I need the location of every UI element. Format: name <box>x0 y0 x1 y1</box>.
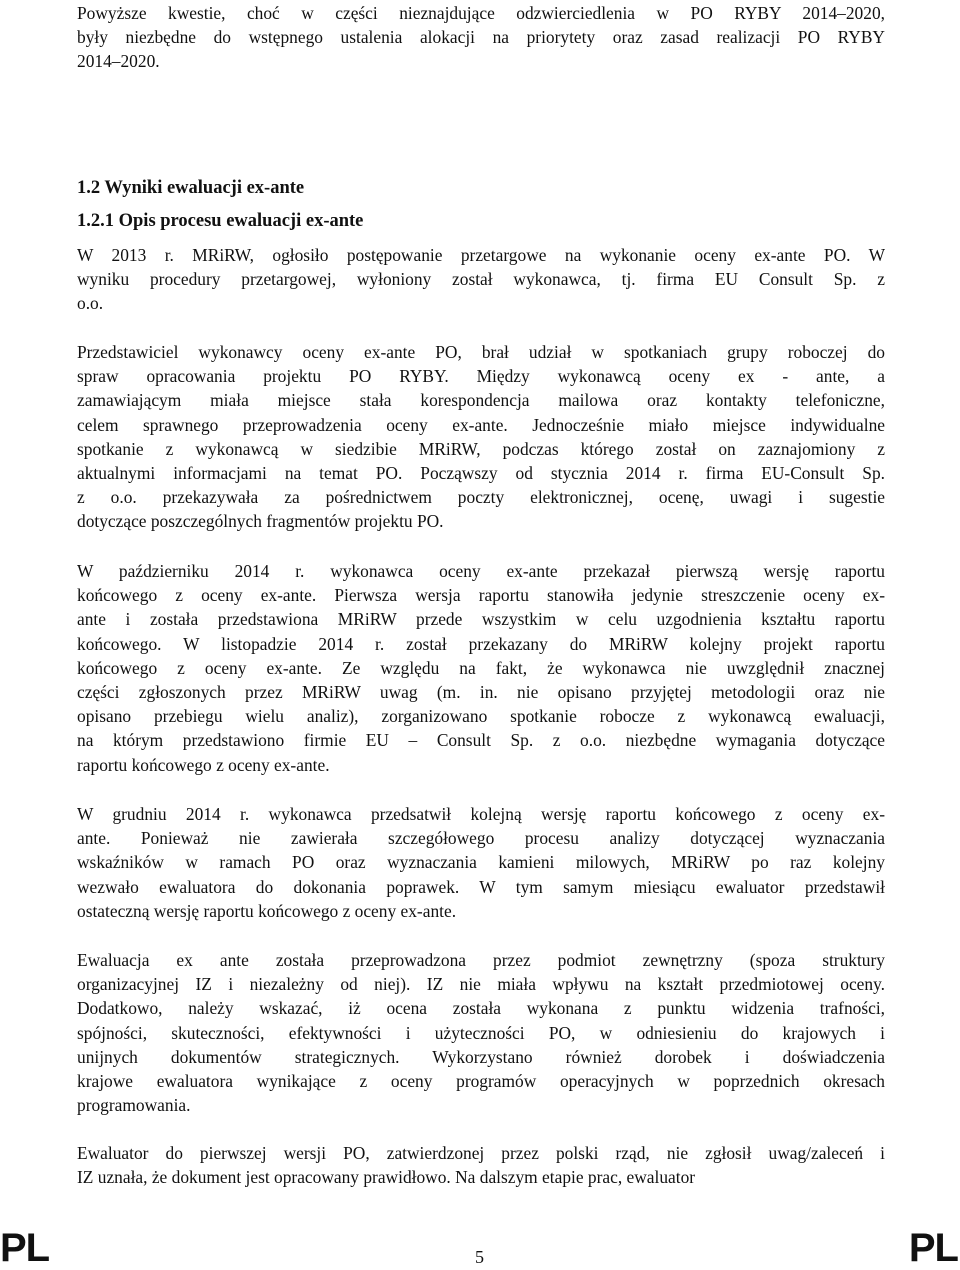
footer-pl-right: PL <box>908 1226 958 1270</box>
text-line: programowania. <box>77 1095 191 1116</box>
text-line: raportu końcowego z oceny ex-ante. <box>77 754 330 775</box>
text-line: były niezbędne do wstępnego ustalenia alokacji na priorytety oraz zasad realizacji PO RYBY <box>77 27 885 48</box>
section-heading: 1.2 Wyniki ewaluacji ex-ante <box>77 178 305 198</box>
text-line: opisano przebiegu wielu analiz), zorganizowano spotkanie robocze z wykonawcą ewaluacji, <box>77 706 885 727</box>
paragraph-tender <box>77 243 885 316</box>
text-line: części zgłoszonych przez MRiRW uwag (m. in. nie opisano przyjętej metodologii oraz nie <box>77 682 885 703</box>
text-line: ante i została przedstawiona MRiRW przede wszystkim w celu uzgodnienia kształtu raportu <box>77 609 885 630</box>
paragraph-october <box>77 559 885 777</box>
text-line: W październiku 2014 r. wykonawca oceny ex-ante przekazał pierwszą wersję raportu <box>77 561 885 581</box>
text-line: W grudniu 2014 r. wykonawca przedsatwił kolejną wersję raportu końcowego z oceny ex- <box>77 804 885 824</box>
subsection-heading: 1.2.1 Opis procesu ewaluacji ex-ante <box>77 211 364 231</box>
text-line: zamawiającym miała miejsce stała korespondencja mailowa oraz kontakty telefoniczne, <box>77 390 885 411</box>
text-line: spotkanie z wykonawcą w siedzibie MRiRW, podczas którego został on zaznajomiony z <box>77 438 885 459</box>
text-line: 2014–2020. <box>77 51 160 72</box>
text-line: na którym przedstawiono firmie EU – Consult Sp. z o.o. niezbędne wymagania dotyczące <box>77 730 885 751</box>
text-line: z o.o. przekazywała za pośrednictwem poczty elektronicznej, ocenę, uwagi i sugestie <box>77 487 885 508</box>
text-line: wezwało ewaluatora do dokonania poprawek. W tym samym miesiącu ewaluator przedstawił <box>77 876 885 897</box>
paragraph-contractor <box>77 340 885 534</box>
paragraph-first-version <box>77 1141 885 1189</box>
text-line: Dodatkowo, należy wskazać, iż ocena została wykonana z punktu widzenia trafności, <box>77 998 885 1019</box>
text-line: wyniku procedury przetargowej, wyłoniony został wykonawca, tj. firma EU Consult Sp. z <box>77 269 885 290</box>
paragraph-december <box>77 802 885 923</box>
text-line: ante. Ponieważ nie zawierała szczegółowego procesu analizy dotyczącej wyznaczania <box>77 828 885 849</box>
text-line: końcowego z oceny ex-ante. Ze względu na fakt, że wykonawca nie uwzględnił znacznej <box>77 657 885 678</box>
text-line: wskaźników w ramach PO oraz wyznaczania kamieni milowych, MRiRW po raz kolejny <box>77 852 885 873</box>
text-line: ostateczną wersję raportu końcowego z oceny ex-ante. <box>77 900 457 921</box>
text-line: aktualnymi informacjami na temat PO. Począwszy od stycznia 2014 r. firma EU-Consult Sp. <box>77 463 885 484</box>
text-line: o.o. <box>77 293 104 314</box>
text-line: celem sprawnego przeprowadzenia oceny ex-ante. Jednocześnie miało miejsce indywidualne <box>77 414 885 435</box>
text-line: spójności, skuteczności, efektywności i użyteczności PO, w odniesieniu do krajowych i <box>77 1022 885 1043</box>
text-line: IZ uznała, że dokument jest opracowany prawidłowo. Na dalszym etapie prac, ewaluator <box>77 1167 696 1188</box>
text-line: Ewaluator do pierwszej wersji PO, zatwierdzonej przez polski rząd, nie zgłosił uwag/zaleceń i <box>77 1143 885 1163</box>
footer-pl-left: PL <box>0 1226 50 1270</box>
text-line: końcowego z oceny ex-ante. Pierwsza wersja raportu stanowiła jedynie streszczenie oceny ex- <box>77 585 885 606</box>
text-line: Powyższe kwestie, choć w części nieznajdujące odzwierciedlenia w PO RYBY 2014–2020, <box>77 3 885 23</box>
text-line: dotyczące poszczególnych fragmentów projektu PO. <box>77 511 444 532</box>
text-line: krajowe ewaluatora wynikające z oceny programów operacyjnych w poprzednich okresach <box>77 1071 885 1092</box>
intro-paragraph <box>77 1 885 74</box>
text-line: unijnych dokumentów strategicznych. Wykorzystano również dorobek i doświadczenia <box>77 1046 885 1067</box>
text-line: Przedstawiciel wykonawcy oceny ex-ante PO, brał udział w spotkaniach grupy roboczej do <box>77 342 885 362</box>
text-line: spraw opracowania projektu PO RYBY. Między wykonawcą oceny ex - ante, a <box>77 366 885 387</box>
text-line: końcowego. W listopadzie 2014 r. został przekazany do MRiRW kolejny projekt raportu <box>77 633 885 654</box>
text-line: W 2013 r. MRiRW, ogłosiło postępowanie przetargowe na wykonanie oceny ex-ante PO. W <box>77 245 885 265</box>
page-number: 5 <box>475 1247 484 1267</box>
text-line: organizacyjnej IZ i niezależny od niej). IZ nie miała wpływu na kształt przedmiotowej oceny. <box>77 974 885 995</box>
text-line: Ewaluacja ex ante została przeprowadzona przez podmiot zewnętrzny (spoza struktury <box>77 950 885 970</box>
paragraph-external-evaluation <box>77 948 885 1117</box>
